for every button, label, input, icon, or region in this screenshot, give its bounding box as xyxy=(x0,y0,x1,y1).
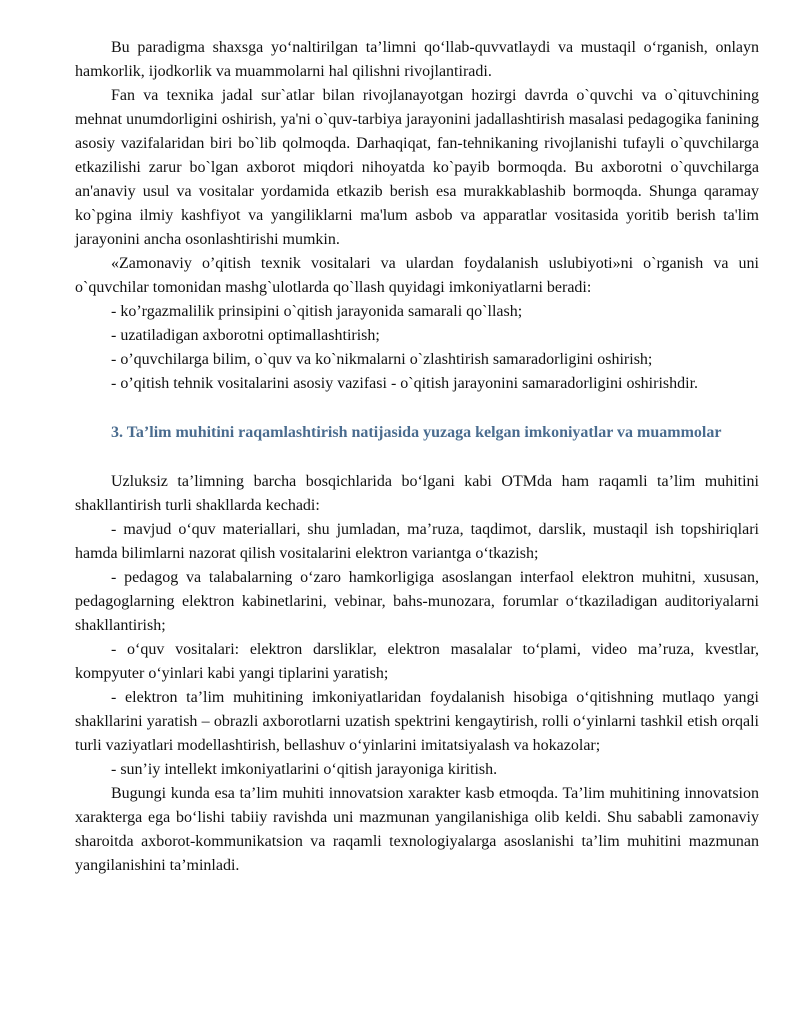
paragraph-modern-teaching-tools: «Zamonaviy o’qitish texnik vositalari va ulardan foydalanish uslubiyoti»ni o`rganish va uni o`quvchilar tomonidan mashg`ulotlarda qo`llash quyidagi imkoniyatlarni beradi: xyxy=(75,255,759,296)
paragraph-innovative-environment: Bugungi kunda esa ta’lim muhiti innovatsion xarakter kasb etmoqda. Ta’lim muhitining innovatsion xarakterga ega bo‘lishi tabiiy ravishda uni mazmunan yangilanishiga olib keldi. Shu sababli zamonaviy sharoitda axborot-kommunikatsion va raqamli texnologiyalarga asoslanishi ta’lim muhitini mazmunan yangilanishini ta’minladi. xyxy=(75,785,759,874)
section-heading: 3. Ta’lim muhitini raqamlashtirish natijasida yuzaga kelgan imkoniyatlar va muammolar xyxy=(111,424,722,441)
list-item: - mavjud o‘quv materiallari, shu jumladan, ma’ruza, taqdimot, darslik, mustaqil ish topshiriqlari hamda bilimlarni nazorat qilish vositalarini elektron variantga o‘tkazish; xyxy=(75,521,759,562)
paragraph-science-technology: Fan va texnika jadal sur`atlar bilan rivojlanayotgan hozirgi davrda o`quvchi va o`qituvchining mehnat unumdorligini oshirish, ya'ni o`quv-tarbiya jarayonini jadallashtirish masalasi pedagogika fanining asosiy vazifalaridan biri bo`lib qolmoqda. Darhaqiqat, fan-tehnikaning rivojlanishi tufayli o`quvchilarga etkazilishi zarur bo`lgan axborot miqdori nihoyatda ko`payib bormoqda. Bu axborotni o`quvchilarga an'anaviy usul va vositalar yordamida etkazib berish esa murakkablashib bormoqda. Shunga qaramay ko`pgina ilmiy kashfiyot va yangiliklarni ma'lum asbob va apparatlar vositasida yoritib berish ta'lim jarayonini ancha osonlashtirishi mumkin. xyxy=(75,87,759,248)
list-item: - elektron ta’lim muhitining imkoniyatlaridan foydalanish hisobiga o‘qitishning mutlaqo yangi shakllarini yaratish – obrazli axborotlarni uzatish spektrini kengaytirish, rolli o‘yinlarni tashkil etish orqali turli vaziyatlari modellashtirish, bellashuv o‘yinlarini imitatsiyalash va hokazolar; xyxy=(75,689,759,754)
list-item: - o’quvchilarga bilim, o`quv va ko`nikmalarni o`zlashtirish samaradorligini oshirish; xyxy=(111,351,653,368)
list-item: - pedagog va talabalarning o‘zaro hamkorligiga asoslangan interfaol elektron muhitni, xususan, pedagoglarning elektron kabinetlarini, vebinar, bahs-munozara, forumlar o‘tkaziladigan auditoriyalarni shakllantirish; xyxy=(75,569,759,634)
list-item: - o’qitish tehnik vositalarini asosiy vazifasi - o`qitish jarayonini samaradorligini oshirishdir. xyxy=(111,375,699,392)
list-item: - ko’rgazmalilik prinsipini o`qitish jarayonida samarali qo`llash; xyxy=(111,303,523,320)
list-item: - uzatiladigan axborotni optimallashtirish; xyxy=(111,327,380,344)
paragraph-paradigm: Bu paradigma shaxsga yo‘naltirilgan ta’limni qo‘llab-quvvatlaydi va mustaqil o‘rganish, onlayn hamkorlik, ijodkorlik va muammolarni hal qilishni rivojlantiradi. xyxy=(75,39,759,80)
paragraph-continuous-education: Uzluksiz ta’limning barcha bosqichlarida bo‘lgani kabi OTMda ham raqamli ta’lim muhitini shakllantirish turli shakllarda kechadi: xyxy=(75,473,759,514)
document-page xyxy=(75,36,759,878)
list-item: - sun’iy intellekt imkoniyatlarini o‘qitish jarayoniga kiritish. xyxy=(111,761,498,778)
list-item: - o‘quv vositalari: elektron darsliklar, elektron masalalar to‘plami, video ma’ruza, kvestlar, kompyuter o‘yinlari kabi yangi tiplarini yaratish; xyxy=(75,641,759,682)
